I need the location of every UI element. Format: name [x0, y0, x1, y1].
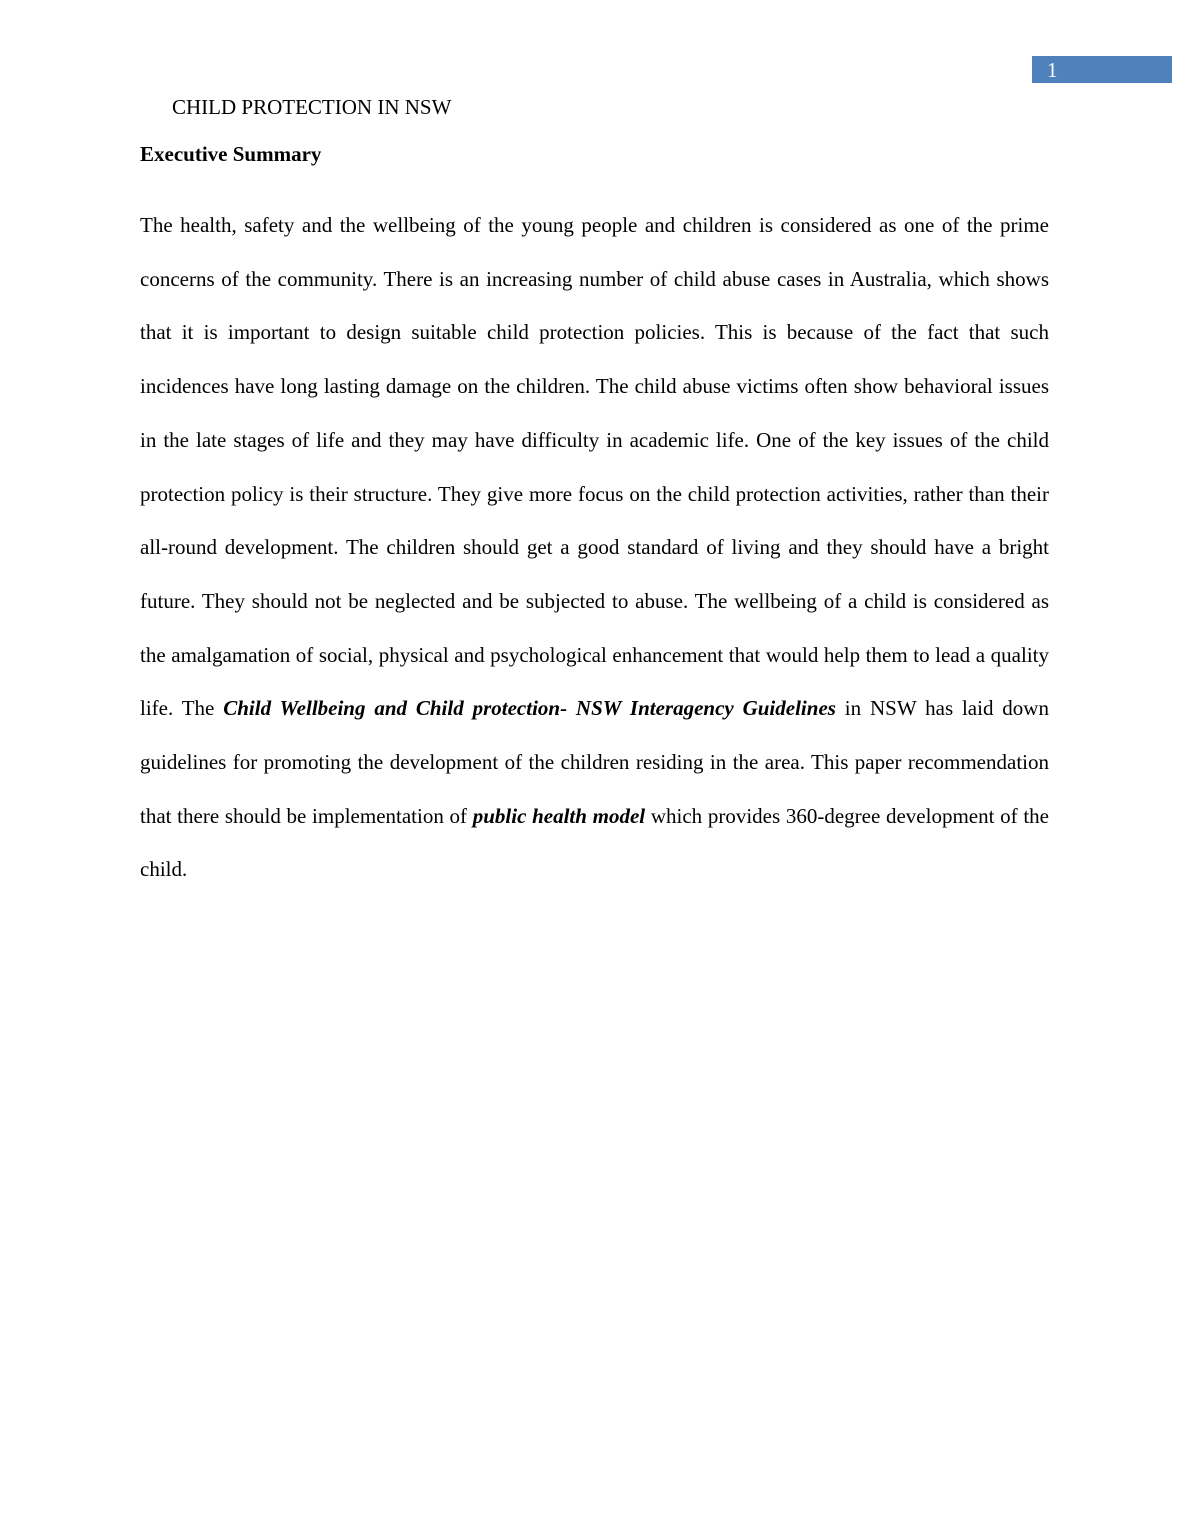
running-head: CHILD PROTECTION IN NSW — [172, 95, 452, 119]
executive-summary-paragraph — [140, 199, 1049, 897]
guidelines-title-emphasis: Child Wellbeing and Child protection- NSW Interagency Guidelines — [223, 696, 836, 721]
page-number-box — [1032, 56, 1172, 83]
paragraph-text-part-2: in NSW has laid down guidelines for promoting the development of the children residing in the area. This paper recommendation that there should be implementation of — [140, 696, 1049, 828]
paragraph-text-part-1: The health, safety and the wellbeing of the young people and children is considered as one of the prime concerns of the community. There is an increasing number of child abuse cases in Australia, which shows that it is important to design suitable child protection policies. This is because of the fact that such incidences have long lasting damage on the children. The child abuse victims often show behavioral issues in the late stages of life and they may have difficulty in academic life. One of the key issues of the child protection policy is their structure. They give more focus on the child protection activities, rather than their all-round development. The children should get a good standard of living and they should have a bright future. They should not be neglected and be subjected to abuse. The wellbeing of a child is considered as the amalgamation of social, physical and psychological enhancement that would help them to lead a quality life. The — [140, 213, 1049, 721]
section-heading: Executive Summary — [140, 142, 322, 166]
public-health-model-emphasis: public health model — [472, 803, 646, 828]
paragraph-text-part-3: which provides 360-degree development of the child. — [140, 803, 1049, 882]
page-number: 1 — [1047, 58, 1058, 82]
